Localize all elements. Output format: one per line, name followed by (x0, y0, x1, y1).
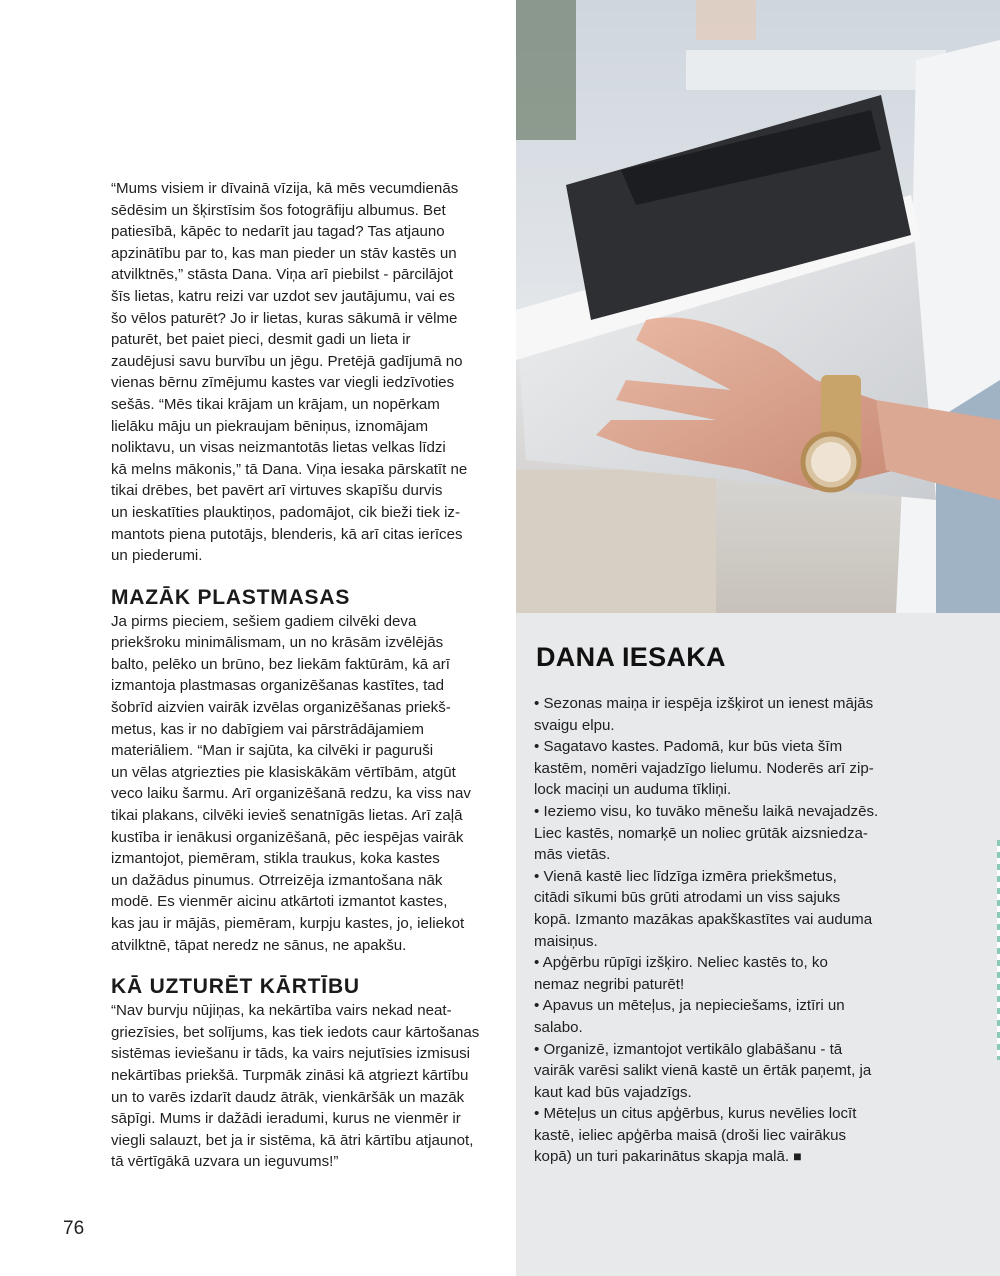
text-line: materiāliem. “Man ir sajūta, ka cilvēki ir paguruši (111, 742, 434, 760)
photo-hands-holding-boxes (516, 0, 1000, 613)
text-line: tikai drēbes, bet pavērt arī virtuves skapīšu durvis (111, 482, 443, 500)
text-line: • Sagatavo kastes. Padomā, kur būs vieta šīm (534, 738, 843, 756)
text-line: tā vērtīgākā uzvara un ieguvums!” (111, 1153, 339, 1171)
text-line: mās vietās. (534, 846, 611, 864)
text-line: vienas bērnu zīmējumu kastes var viegli iedzīvoties (111, 374, 455, 392)
text-line: kastēm, nomēri vajadzīgo lielumu. Noderēs arī zip- (534, 759, 874, 777)
page-number: 76 (63, 1218, 85, 1239)
text-line: patiesībā, kāpēc to nedarīt jau tagad? Tas atjauno (111, 223, 445, 241)
text-line: • Apģērbu rūpīgi izšķiro. Neliec kastēs to, ko (534, 954, 828, 972)
end-of-article-mark: ■ (793, 1148, 802, 1165)
text-line: sistēmas ieviešanu ir tāds, ka vairs nejutīsies izmisusi (111, 1045, 471, 1063)
tips-sidebar (516, 613, 1000, 1276)
text-line: • Vienā kastē liec līdzīga izmēra priekšmetus, (534, 867, 837, 885)
text-line: lock maciņi un auduma tīkliņi. (534, 781, 732, 799)
text-line: kustība ir ienākusi organizēšanā, pēc iespējas vairāk (111, 828, 464, 846)
text-line: maisiņus. (534, 932, 598, 950)
text-line: kā melns mākonis,” tā Dana. Viņa iesaka pārskatīt ne (111, 460, 468, 478)
section-heading-less-plastic: MAZĀK PLASTMASAS (111, 585, 351, 609)
section1-paragraph (111, 611, 483, 957)
text-line: tikai plakans, cilvēki ievieš senatnīgās lietas. Arī zaļā (111, 807, 463, 825)
text-line: modē. Es vienmēr aicinu atkārtoti izmantot kastes, (111, 893, 448, 911)
section-heading-keep-order: KĀ UZTURĒT KĀRTĪBU (111, 975, 360, 999)
tip-item (534, 995, 904, 1038)
text-line: metus, kas ir no dabīgiem vai pārstrādājamiem (111, 720, 424, 738)
text-line: šobrīd aizvien vairāk izvēlas organizēšanas priekš- (111, 699, 451, 717)
text-line: un ieskatīties plauktiņos, padomājot, cik bieži tiek iz- (111, 503, 460, 521)
text-line: salabo. (534, 1018, 583, 1036)
text-line: paturēt, bet paiet pieci, desmit gadi un lieta ir (111, 331, 411, 349)
tip-item (534, 801, 904, 866)
text-line: kopā. Izmanto mazākas apakškastītes vai auduma (534, 910, 873, 928)
text-line: kastē, ieliec apģērba maisā (droši liec vairākus (534, 1126, 847, 1144)
text-line: sešās. “Mēs tikai krājam un krājam, un nopērkam (111, 395, 440, 413)
text-line: atvilktnē, tāpat neredz ne sānus, ne apakšu. (111, 936, 407, 954)
text-line: apzinātību par to, kas man pieder un stāv kastēs un (111, 244, 457, 262)
text-line: un dažādus pinumus. Otrreizēja izmantošana nāk (111, 871, 443, 889)
text-line: Liec kastēs, nomarķē un noliec grūtāk aizsniedza- (534, 824, 868, 842)
tip-item (534, 866, 904, 952)
text-line: šīs lietas, katru reizi var uzdot sev jautājumu, vai es (111, 287, 455, 305)
text-line: kopā) un turi pakarinātus skapja malā. (534, 1148, 790, 1166)
text-line: noliktavu, un visas neizmantotās lietas velkas līdzi (111, 439, 446, 457)
text-line: griezīsies, bet solījums, kas tiek iedots caur kārtošanas (111, 1023, 480, 1041)
text-line: viegli salauzt, bet ja ir sistēma, kā ātri kārtību atjaunot, (111, 1131, 474, 1149)
text-line: • Apavus un mēteļus, ja nepieciešams, iztīri un (534, 997, 845, 1015)
text-line: “Nav burvju nūjiņas, ka nekārtība vairs nekad neat- (111, 1002, 452, 1020)
article-column (111, 178, 483, 1173)
tip-item (534, 693, 904, 736)
text-line: zaudējusi savu burvību un jēgu. Pretējā gadījumā no (111, 352, 463, 370)
text-line: Ja pirms pieciem, sešiem gadiem cilvēki deva (111, 612, 417, 630)
text-line: mantots piena putotājs, blenderis, kā arī citas ierīces (111, 525, 463, 543)
text-line: lielāku māju un piekraujam bēniņus, iznomājam (111, 417, 429, 435)
text-line: balto, pelēko un brūno, bez liekām faktūrām, kā arī (111, 655, 450, 673)
text-line: kaut kad būs vajadzīgs. (534, 1083, 692, 1101)
text-line: un vēlas atgriezties pie klasiskākām vērtībām, atgūt (111, 763, 456, 781)
text-line: šo vēlos paturēt? Jo ir lietas, kuras sākumā ir vēlme (111, 309, 458, 327)
text-line: nemaz negribi paturēt! (534, 975, 685, 993)
text-line: atvilktnēs,” stāsta Dana. Viņa arī piebilst - pārcilājot (111, 266, 454, 284)
text-line: • Organizē, izmantojot vertikālo glabāšanu - tā (534, 1040, 843, 1058)
tip-item (534, 1039, 904, 1104)
text-line: • Ieziemo visu, ko tuvāko mēnešu laikā nevajadzēs. (534, 802, 879, 820)
tip-item (534, 952, 904, 995)
text-line: svaigu elpu. (534, 716, 615, 734)
tip-item (534, 1103, 904, 1168)
text-line: • Sezonas maiņa ir iespēja izšķirot un ienest mājās (534, 695, 874, 712)
text-line: un to varēs izdarīt daudz ātrāk, vienkāršāk un mazāk (111, 1088, 465, 1106)
text-line: izmantojot, piemēram, stikla traukus, koka kastes (111, 850, 440, 868)
text-line: “Mums visiem ir dīvainā vīzija, kā mēs vecumdienās (111, 180, 459, 197)
text-line: vairāk varēsi salikt vienā kastē un ērtāk paņemt, ja (534, 1062, 872, 1080)
tips-list (534, 693, 904, 1168)
intro-paragraph (111, 178, 483, 567)
text-line: nekārtības priekšā. Turpmāk zināsi kā atgriezt kārtību (111, 1066, 469, 1084)
text-line: • Mēteļus un citus apģērbus, kurus nevēlies locīt (534, 1105, 857, 1123)
text-line: citādi sīkumi būs grūti atrodami un viss sajuks (534, 889, 841, 907)
text-line: sāpīgi. Mums ir dažādi ieradumi, kurus ne vienmēr ir (111, 1110, 461, 1128)
section2-paragraph (111, 1000, 483, 1173)
text-line: priekšroku minimālismam, un no krāsām izvēlējās (111, 634, 444, 652)
text-line: sēdēsim un šķirstīsim šos fotogrāfiju albumus. Bet (111, 201, 446, 219)
text-line: veco laiku šarmu. Arī organizēšanā redzu, ka viss nav (111, 785, 471, 803)
text-line: kas jau ir mājās, piemēram, kurpju kastes, jo, ieliekot (111, 915, 465, 932)
text-line: un piederumi. (111, 547, 203, 565)
text-line: izmantoja plastmasas organizēšanas kastītes, tad (111, 677, 445, 695)
sidebar-title: DANA IESAKA (536, 642, 726, 672)
tip-item (534, 736, 904, 801)
